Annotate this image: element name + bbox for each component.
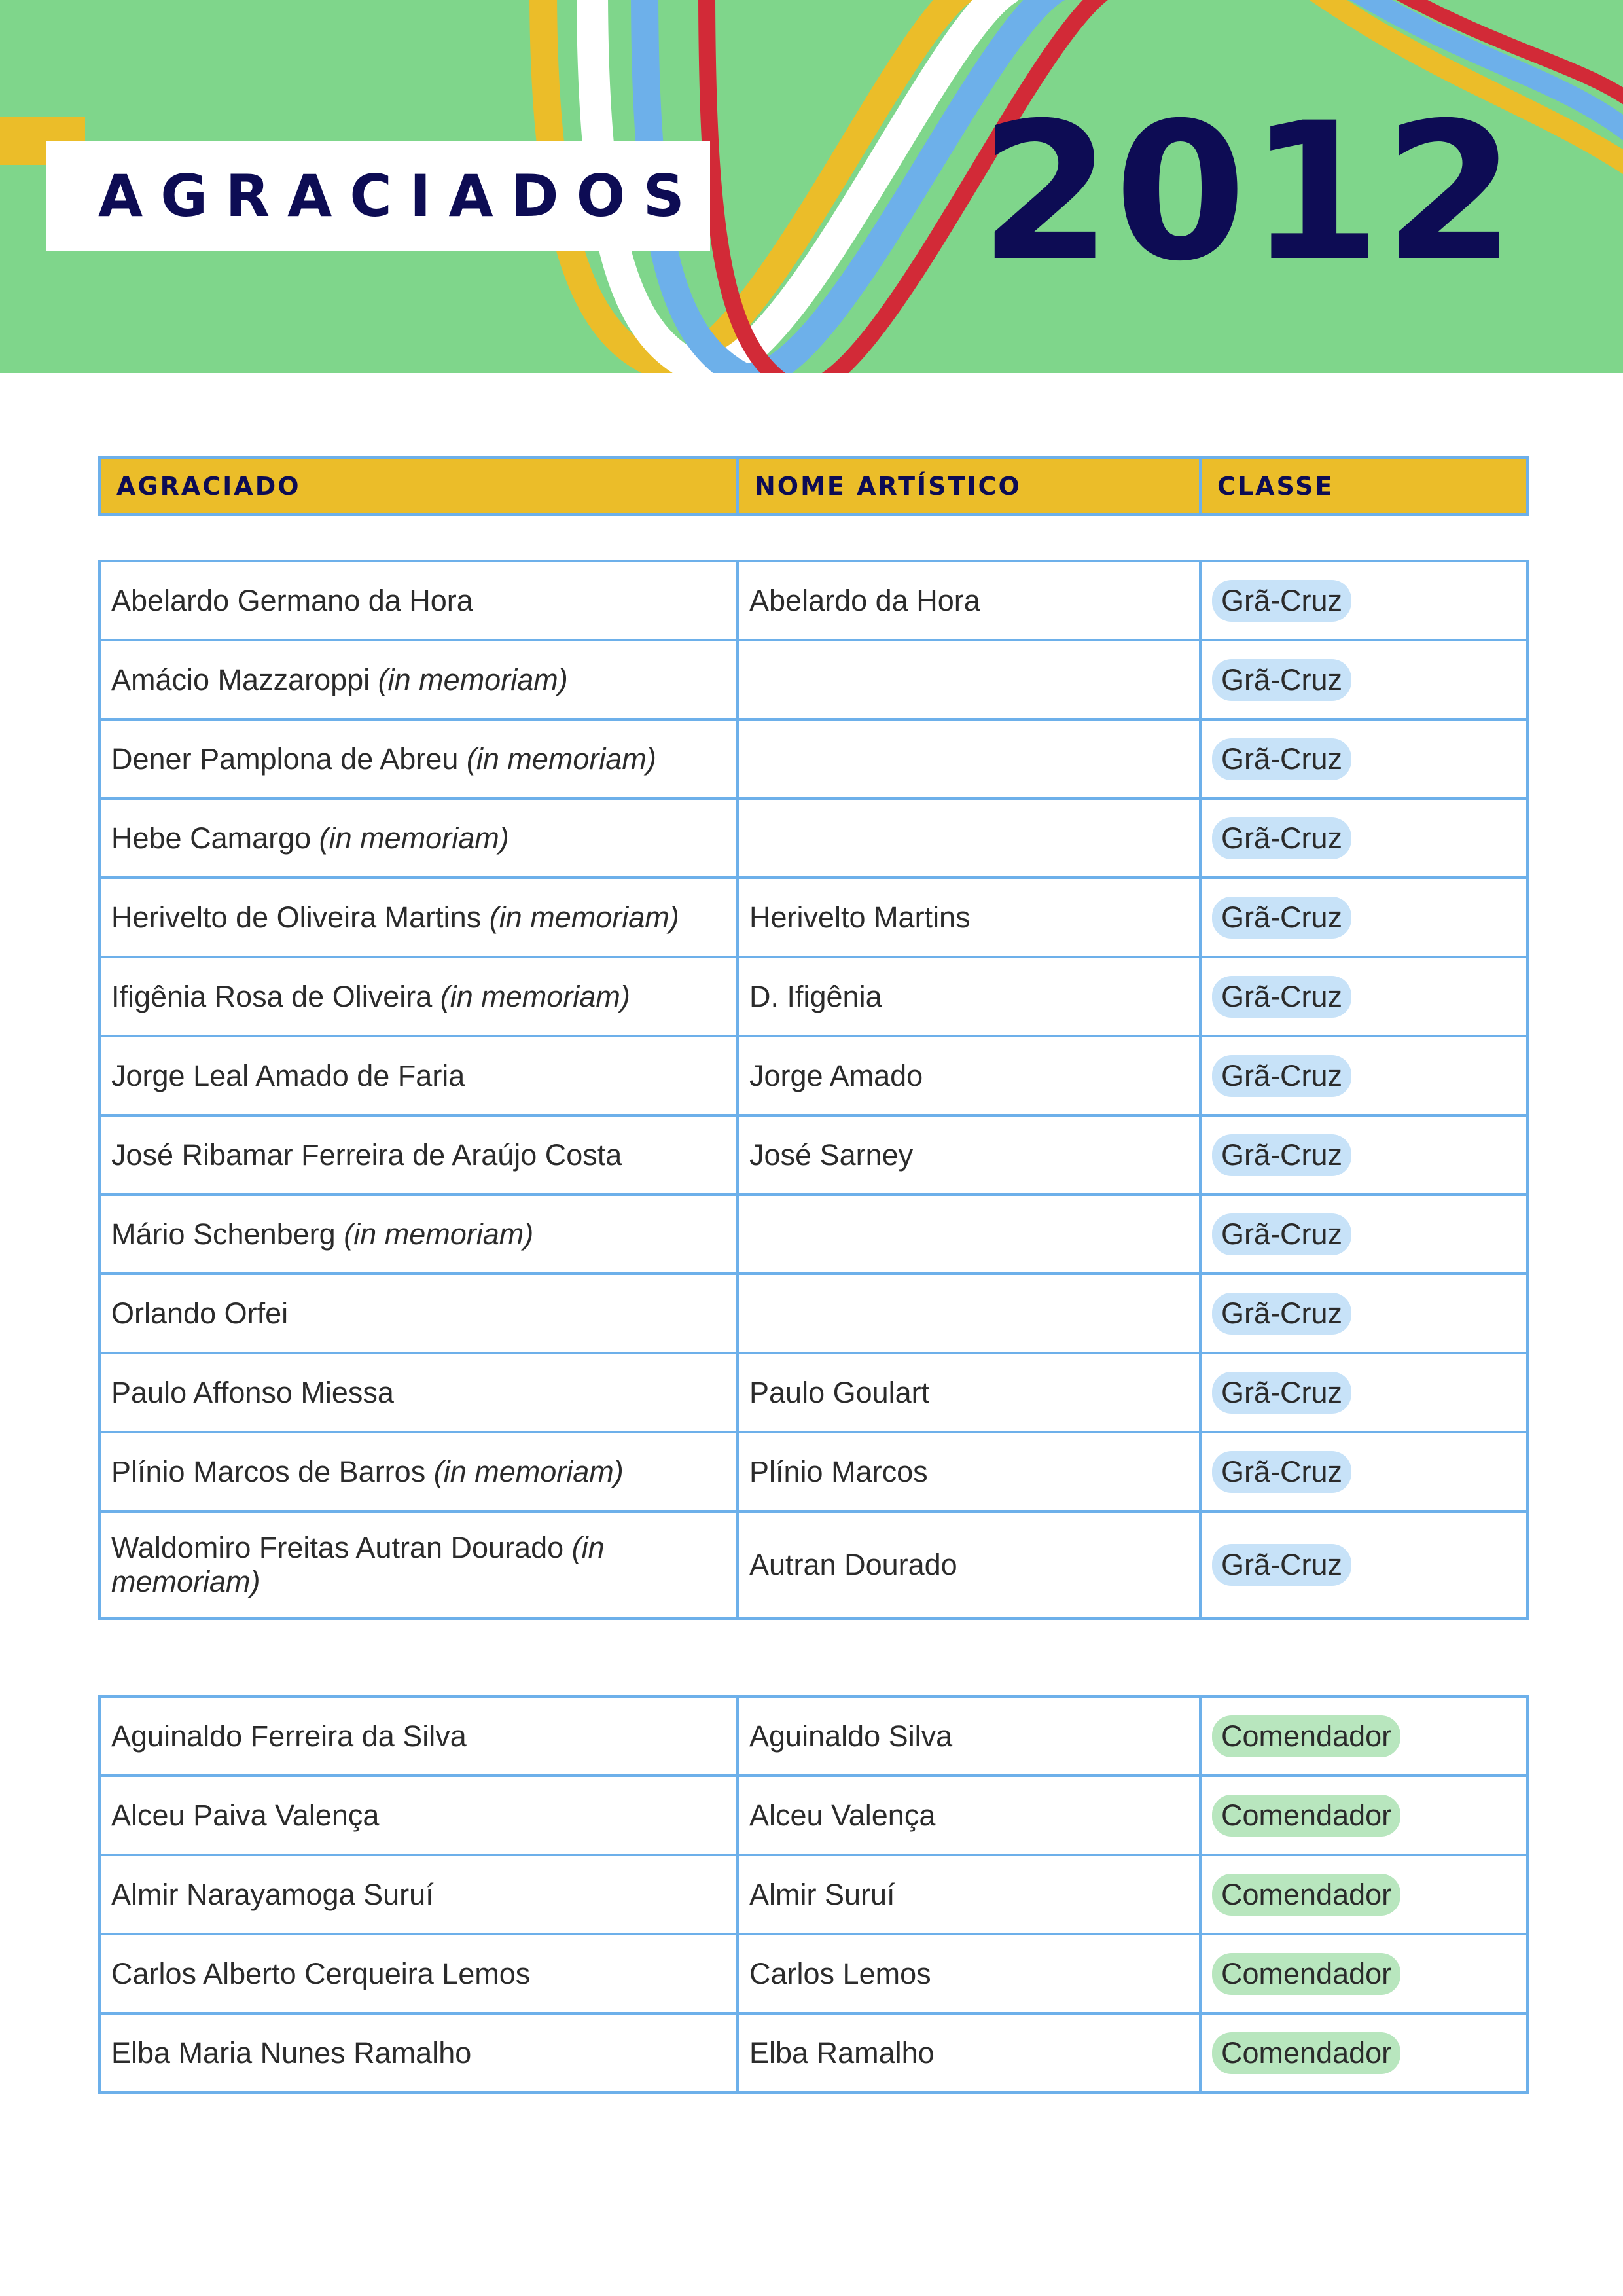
column-header-agraciado: AGRACIADO [99, 457, 738, 514]
table-row [99, 1934, 1527, 2013]
nome-artistico-cell [738, 1274, 1200, 1353]
classe-cell [1200, 957, 1527, 1036]
agraciado-name: Waldomiro Freitas Autran Dourado [111, 1531, 564, 1564]
classe-badge: Comendador [1212, 1795, 1400, 1837]
table-row [99, 719, 1527, 798]
agraciado-cell [99, 1511, 738, 1619]
table-row [99, 1194, 1527, 1274]
classe-badge: Comendador [1212, 2032, 1400, 2074]
classe-badge: Grã-Cruz [1212, 1372, 1351, 1414]
agraciado-name: Dener Pamplona de Abreu [111, 742, 459, 776]
classe-badge: Comendador [1212, 1715, 1400, 1757]
nome-artistico-cell: D. Ifigênia [738, 957, 1200, 1036]
agraciado-cell [99, 1934, 738, 2013]
table-row [99, 957, 1527, 1036]
table-row [99, 640, 1527, 719]
classe-cell [1200, 878, 1527, 957]
nome-artistico-cell: Elba Ramalho [738, 2013, 1200, 2092]
agraciado-name: Paulo Affonso Miessa [111, 1375, 394, 1409]
table-row [99, 2013, 1527, 2092]
nome-artistico-cell: Jorge Amado [738, 1036, 1200, 1115]
classe-badge: Grã-Cruz [1212, 897, 1351, 939]
agraciado-cell [99, 640, 738, 719]
classe-badge: Comendador [1212, 1874, 1400, 1916]
table-header [98, 456, 1529, 516]
in-memoriam-note: (in memoriam) [433, 1454, 624, 1488]
table-row [99, 561, 1527, 640]
nome-artistico-cell: Abelardo da Hora [738, 561, 1200, 640]
nome-artistico-cell [738, 640, 1200, 719]
classe-badge: Grã-Cruz [1212, 817, 1351, 859]
agraciado-cell [99, 798, 738, 878]
agraciado-cell [99, 957, 738, 1036]
classe-badge: Grã-Cruz [1212, 738, 1351, 780]
nome-artistico-cell [738, 719, 1200, 798]
classe-cell [1200, 1194, 1527, 1274]
agraciado-name: Herivelto de Oliveira Martins [111, 900, 482, 934]
table-row [99, 1274, 1527, 1353]
agraciado-cell [99, 1274, 738, 1353]
table-row [99, 1353, 1527, 1432]
agraciado-name: Plínio Marcos de Barros [111, 1454, 426, 1488]
agraciado-name: Carlos Alberto Cerqueira Lemos [111, 1956, 531, 1990]
nome-artistico-cell: Plínio Marcos [738, 1432, 1200, 1511]
classe-badge: Grã-Cruz [1212, 1451, 1351, 1493]
agraciado-cell [99, 2013, 738, 2092]
agraciado-name: Hebe Camargo [111, 821, 312, 855]
in-memoriam-note: (in memoriam) [344, 1217, 534, 1251]
nome-artistico-cell [738, 798, 1200, 878]
table-row [99, 1855, 1527, 1934]
classe-cell [1200, 640, 1527, 719]
nome-artistico-cell: Carlos Lemos [738, 1934, 1200, 2013]
table-row [99, 878, 1527, 957]
classe-cell [1200, 1274, 1527, 1353]
agraciado-cell [99, 1855, 738, 1934]
classe-cell [1200, 1696, 1527, 1776]
classe-cell [1200, 719, 1527, 798]
agraciado-cell [99, 1696, 738, 1776]
agraciado-cell [99, 561, 738, 640]
nome-artistico-cell: Aguinaldo Silva [738, 1696, 1200, 1776]
table-row [99, 1036, 1527, 1115]
gra-cruz-table [98, 560, 1529, 1620]
agraciado-name: Orlando Orfei [111, 1296, 289, 1330]
agraciado-cell [99, 1776, 738, 1855]
agraciado-name: Amácio Mazzaroppi [111, 662, 370, 696]
header-banner [0, 0, 1623, 373]
column-header-nome-artistico: NOME ARTÍSTICO [738, 457, 1200, 514]
agraciado-cell [99, 1194, 738, 1274]
nome-artistico-cell: Herivelto Martins [738, 878, 1200, 957]
agraciado-name: Abelardo Germano da Hora [111, 583, 473, 617]
page-title: AGRACIADOS [98, 162, 702, 230]
in-memoriam-note: (in memoriam) [489, 900, 679, 934]
classe-badge: Grã-Cruz [1212, 1055, 1351, 1097]
agraciado-name: Ifigênia Rosa de Oliveira [111, 979, 433, 1013]
header-row [99, 457, 1527, 514]
classe-cell [1200, 1353, 1527, 1432]
agraciado-cell [99, 719, 738, 798]
agraciado-name: Alceu Paiva Valença [111, 1798, 380, 1832]
agraciado-name: Jorge Leal Amado de Faria [111, 1058, 465, 1092]
classe-badge: Grã-Cruz [1212, 1134, 1351, 1176]
table-row [99, 1432, 1527, 1511]
classe-cell [1200, 1036, 1527, 1115]
classe-cell [1200, 1115, 1527, 1194]
nome-artistico-cell: Autran Dourado [738, 1511, 1200, 1619]
classe-cell [1200, 1776, 1527, 1855]
table-row [99, 1115, 1527, 1194]
agraciado-name: Aguinaldo Ferreira da Silva [111, 1719, 467, 1753]
classe-cell [1200, 2013, 1527, 2092]
table-row [99, 798, 1527, 878]
table-row [99, 1511, 1527, 1619]
classe-badge: Comendador [1212, 1953, 1400, 1995]
nome-artistico-cell: José Sarney [738, 1115, 1200, 1194]
classe-cell [1200, 1511, 1527, 1619]
in-memoriam-note: (in memoriam) [111, 1531, 605, 1598]
classe-cell [1200, 1855, 1527, 1934]
nome-artistico-cell: Paulo Goulart [738, 1353, 1200, 1432]
classe-badge: Grã-Cruz [1212, 976, 1351, 1018]
classe-badge: Grã-Cruz [1212, 580, 1351, 622]
title-box [46, 141, 710, 251]
comendador-table [98, 1695, 1529, 2094]
classe-cell [1200, 798, 1527, 878]
agraciado-cell [99, 878, 738, 957]
classe-badge: Grã-Cruz [1212, 1544, 1351, 1586]
classe-badge: Grã-Cruz [1212, 1213, 1351, 1255]
classe-cell [1200, 1934, 1527, 2013]
in-memoriam-note: (in memoriam) [466, 742, 656, 776]
classe-cell [1200, 561, 1527, 640]
classe-cell [1200, 1432, 1527, 1511]
in-memoriam-note: (in memoriam) [378, 662, 568, 696]
year-heading: 2012 [979, 82, 1518, 303]
column-header-classe: CLASSE [1200, 457, 1527, 514]
table-row [99, 1776, 1527, 1855]
nome-artistico-cell [738, 1194, 1200, 1274]
agraciado-name: Almir Narayamoga Suruí [111, 1877, 434, 1911]
classe-badge: Grã-Cruz [1212, 1293, 1351, 1335]
in-memoriam-note: (in memoriam) [440, 979, 630, 1013]
agraciado-cell [99, 1036, 738, 1115]
agraciado-cell [99, 1432, 738, 1511]
in-memoriam-note: (in memoriam) [319, 821, 509, 855]
nome-artistico-cell: Alceu Valença [738, 1776, 1200, 1855]
agraciado-name: Elba Maria Nunes Ramalho [111, 2036, 472, 2070]
agraciado-cell [99, 1115, 738, 1194]
classe-badge: Grã-Cruz [1212, 659, 1351, 701]
agraciado-name: José Ribamar Ferreira de Araújo Costa [111, 1138, 622, 1172]
agraciado-cell [99, 1353, 738, 1432]
agraciado-name: Mário Schenberg [111, 1217, 336, 1251]
table-row [99, 1696, 1527, 1776]
nome-artistico-cell: Almir Suruí [738, 1855, 1200, 1934]
